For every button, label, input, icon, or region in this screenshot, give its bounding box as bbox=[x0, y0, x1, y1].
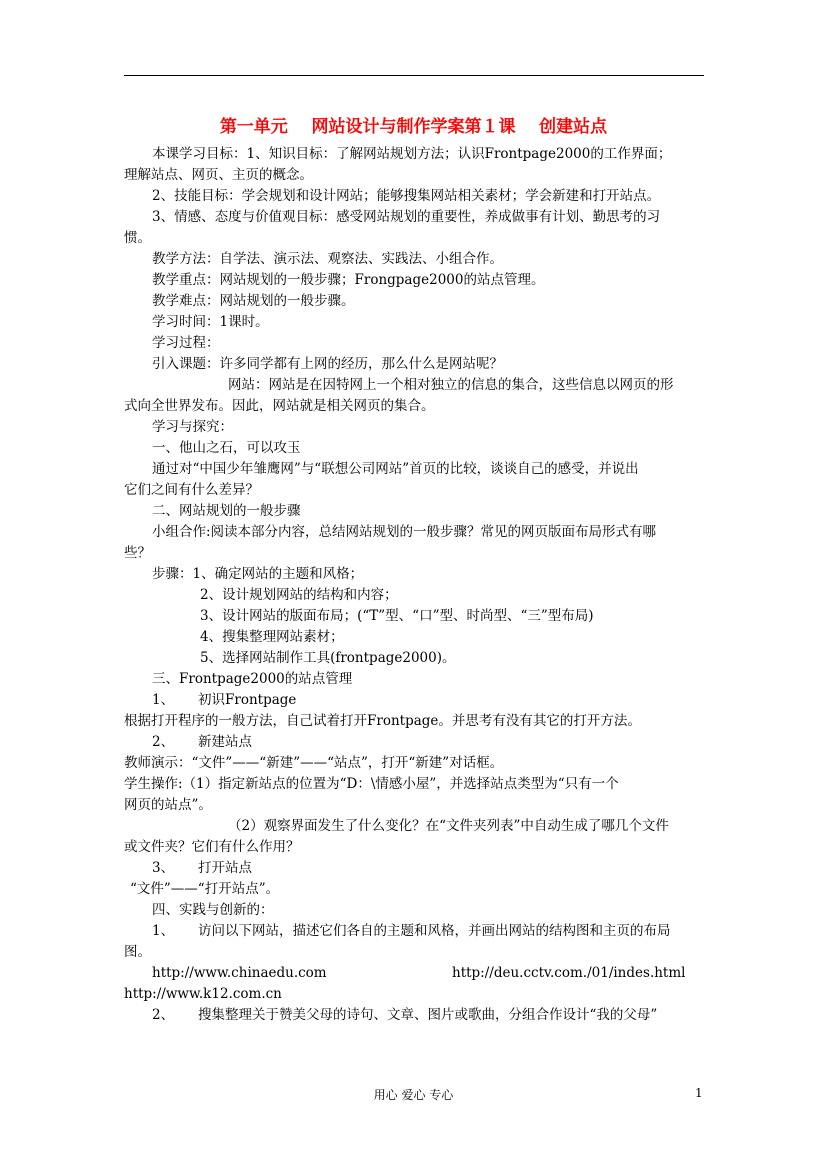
step-item: 3、设计网站的版面布局；(“T”型、“口”型、时尚型、“三”型布局) bbox=[200, 608, 594, 624]
url-link[interactable]: http://www.chinaedu.com bbox=[152, 965, 327, 981]
paragraph-line: 或文件夹？它们有什么作用？ bbox=[124, 839, 300, 855]
paragraph-line: 小组合作:阅读本部分内容，总结网站规划的一般步骤？常见的网页版面布局形式有哪 bbox=[152, 524, 657, 540]
paragraph-line: 教学方法：自学法、演示法、观察法、实践法、小组合作。 bbox=[152, 251, 503, 267]
item-number: 1、 bbox=[152, 692, 175, 708]
step-item: 4、搜集整理网站素材； bbox=[200, 629, 344, 645]
item-number: 1、 bbox=[152, 923, 175, 939]
header-rule bbox=[124, 75, 704, 76]
paragraph-line: 式向全世界发布。因此，网站就是相关网页的集合。 bbox=[124, 398, 435, 414]
section-heading: 三、Frontpage2000的站点管理 bbox=[152, 671, 353, 687]
paragraph-line: 通过对“中国少年雏鹰网”与“联想公司网站”首页的比较，谈谈自己的感受，并说出 bbox=[152, 461, 639, 477]
section-heading: 一、他山之石，可以攻玉 bbox=[152, 440, 301, 456]
footer-text: 用心 爱心 专心 bbox=[373, 1088, 454, 1102]
url-link[interactable]: http://deu.cctv.com./01/indes.html bbox=[452, 965, 686, 981]
section-heading: 学习与探究： bbox=[152, 419, 233, 435]
numbered-item bbox=[124, 921, 710, 942]
section-heading: 四、实践与创新的： bbox=[152, 902, 274, 918]
paragraph-line: 学习时间：1课时。 bbox=[152, 314, 269, 330]
paragraph-line: 理解站点、网页、主页的概念。 bbox=[124, 167, 313, 183]
step-item: 5、选择网站制作工具(frontpage2000)。 bbox=[200, 650, 456, 666]
paragraph-line: 它们之间有什么差异？ bbox=[124, 482, 259, 498]
page-number: 1 bbox=[695, 1086, 703, 1100]
item-text: 初识Frontpage bbox=[198, 692, 297, 708]
numbered-item bbox=[124, 858, 710, 879]
paragraph-line: 网页的站点”。 bbox=[124, 797, 212, 813]
step-item: 2、设计规划网站的结构和内容； bbox=[200, 587, 398, 603]
item-number: 3、 bbox=[152, 860, 175, 876]
lesson-title: 第一单元 网站设计与制作学案第１课 创建站点 bbox=[219, 117, 608, 137]
paragraph-line: 引入课题：许多同学都有上网的经历，那么什么是网站呢？ bbox=[152, 356, 503, 372]
paragraph-line: 根据打开程序的一般方法，自己试着打开Frontpage。并思考有没有其它的打开方法。 bbox=[124, 713, 641, 729]
numbered-item bbox=[124, 690, 710, 711]
paragraph-line: （2）观察界面发生了什么变化？在“文件夹列表”中自动生成了哪几个文件 bbox=[228, 818, 669, 834]
item-text: 访问以下网站，描述它们各自的主题和风格，并画出网站的结构图和主页的布局 bbox=[198, 923, 671, 939]
step-item: 步骤：1、确定网站的主题和风格； bbox=[152, 566, 364, 582]
item-number: 2、 bbox=[152, 734, 175, 750]
paragraph-line: 教师演示：“文件”——“新建”——“站点”，打开“新建”对话框。 bbox=[124, 755, 504, 771]
item-text: 新建站点 bbox=[198, 734, 252, 750]
paragraph-line: 本课学习目标：1、知识目标：了解网站规划方法；认识Frontpage2000的工作界面； bbox=[152, 146, 672, 162]
paragraph-line: 3、情感、态度与价值观目标：感受网站规划的重要性，养成做事有计划、勤思考的习 bbox=[152, 209, 661, 225]
item-text: 打开站点 bbox=[198, 860, 252, 876]
paragraph-line: 学生操作:（1）指定新站点的位置为“D：\情感小屋”，并选择站点类型为“只有一个 bbox=[124, 776, 619, 792]
numbered-item bbox=[124, 1005, 710, 1026]
url-link[interactable]: http://www.k12.com.cn bbox=[124, 986, 282, 1002]
paragraph-line: 教学难点：网站规划的一般步骤。 bbox=[152, 293, 355, 309]
paragraph-line: 网站：网站是在因特网上一个相对独立的信息的集合，这些信息以网页的形 bbox=[228, 377, 674, 393]
paragraph-line: 教学重点：网站规划的一般步骤；Frongpage2000的站点管理。 bbox=[152, 272, 545, 288]
paragraph-line: 学习过程： bbox=[152, 335, 220, 351]
url-row bbox=[124, 963, 710, 984]
document-body bbox=[124, 144, 710, 1026]
paragraph-line: “文件”——“打开站点”。 bbox=[130, 881, 280, 897]
numbered-item bbox=[124, 732, 710, 753]
item-number: 2、 bbox=[152, 1007, 175, 1023]
paragraph-line: 惯。 bbox=[124, 230, 151, 246]
section-heading: 二、网站规划的一般步骤 bbox=[152, 503, 301, 519]
paragraph-line: 图。 bbox=[124, 944, 151, 960]
paragraph-line: 些？ bbox=[124, 545, 151, 561]
item-text: 搜集整理关于赞美父母的诗句、文章、图片或歌曲，分组合作设计“我的父母” bbox=[198, 1007, 658, 1023]
paragraph-line: 2、技能目标：学会规划和设计网站；能够搜集网站相关素材；学会新建和打开站点。 bbox=[152, 188, 661, 204]
